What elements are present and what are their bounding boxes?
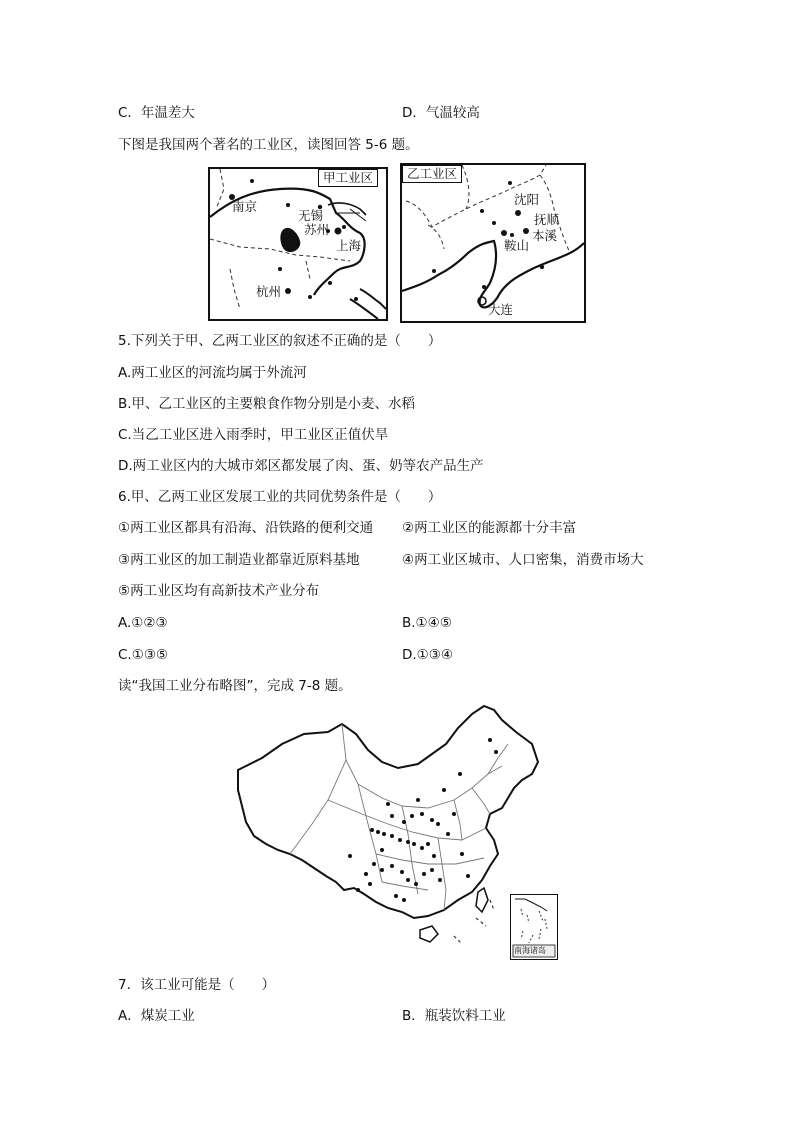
- map-jia-city-hangzhou: 杭州: [256, 284, 282, 299]
- q5-option-a: A.两工业区的河流均属于外流河: [118, 365, 307, 381]
- q6-stem: 6.甲、乙两工业区发展工业的共同优势条件是（ ）: [118, 489, 442, 505]
- q4-option-c: C．年温差大: [118, 105, 195, 121]
- q7-stem: 7．该工业可能是（ ）: [118, 977, 276, 993]
- map-yi-graphic: [402, 165, 584, 321]
- q6-statement-1: ①两工业区都具有沿海、沿铁路的便利交通: [118, 520, 374, 536]
- q7-option-b: B．瓶装饮料工业: [402, 1008, 506, 1024]
- q5-option-c: C.当乙工业区进入雨季时，甲工业区正值伏旱: [118, 427, 389, 443]
- map-yi-city-dalian: 大连: [488, 302, 514, 317]
- map-yi-city-benxi: 本溪: [532, 228, 558, 243]
- q6-statement-3: ③两工业区的加工制造业都靠近原料基地: [118, 552, 360, 568]
- map-jia-city-shanghai: 上海: [336, 238, 362, 253]
- map-yi-city-fushun: 抚顺: [534, 212, 560, 227]
- q5-stem: 5.下列关于甲、乙两工业区的叙述不正确的是（ ）: [118, 333, 442, 349]
- q4-option-d: D．气温较高: [402, 105, 480, 121]
- map-yi-title: 乙工业区: [402, 165, 462, 183]
- map-jia-city-nanjing: 南京: [232, 199, 258, 214]
- south-china-sea-label: 南海诸岛: [514, 946, 546, 955]
- q6-option-d: D.①③④: [402, 647, 453, 663]
- q6-statement-4: ④两工业区城市、人口密集，消费市场大: [402, 552, 644, 568]
- map-jia-city-suzhou: 苏州: [304, 222, 330, 237]
- q5-option-b: B.甲、乙工业区的主要粮食作物分别是小麦、水稻: [118, 396, 416, 412]
- q6-option-a: A.①②③: [118, 615, 168, 631]
- map-jia-city-wuxi: 无锡: [298, 208, 324, 223]
- q6-option-c: C.①③⑤: [118, 647, 169, 663]
- q5-option-d: D.两工业区内的大城市郊区都发展了肉、蛋、奶等农产品生产: [118, 458, 484, 474]
- china-industry-distribution-map: [232, 704, 562, 962]
- q7-option-a: A．煤炭工业: [118, 1008, 195, 1024]
- map-yi-city-anshan: 鞍山: [504, 238, 530, 253]
- q6-statement-2: ②两工业区的能源都十分丰富: [402, 520, 577, 536]
- map-yi-city-shenyang: 沈阳: [514, 192, 540, 207]
- intro-7-8: 读“我国工业分布略图”，完成 7-8 题。: [118, 678, 352, 694]
- map-jia-industrial-zone: [208, 167, 388, 321]
- q6-option-b: B.①④⑤: [402, 615, 452, 631]
- south-china-sea-inset: [510, 894, 558, 960]
- q6-statement-5: ⑤两工业区均有高新技术产业分布: [118, 583, 320, 599]
- map-yi-industrial-zone: [400, 163, 586, 323]
- intro-5-6: 下图是我国两个著名的工业区，读图回答 5-6 题。: [118, 137, 419, 153]
- map-jia-title: 甲工业区: [318, 169, 378, 187]
